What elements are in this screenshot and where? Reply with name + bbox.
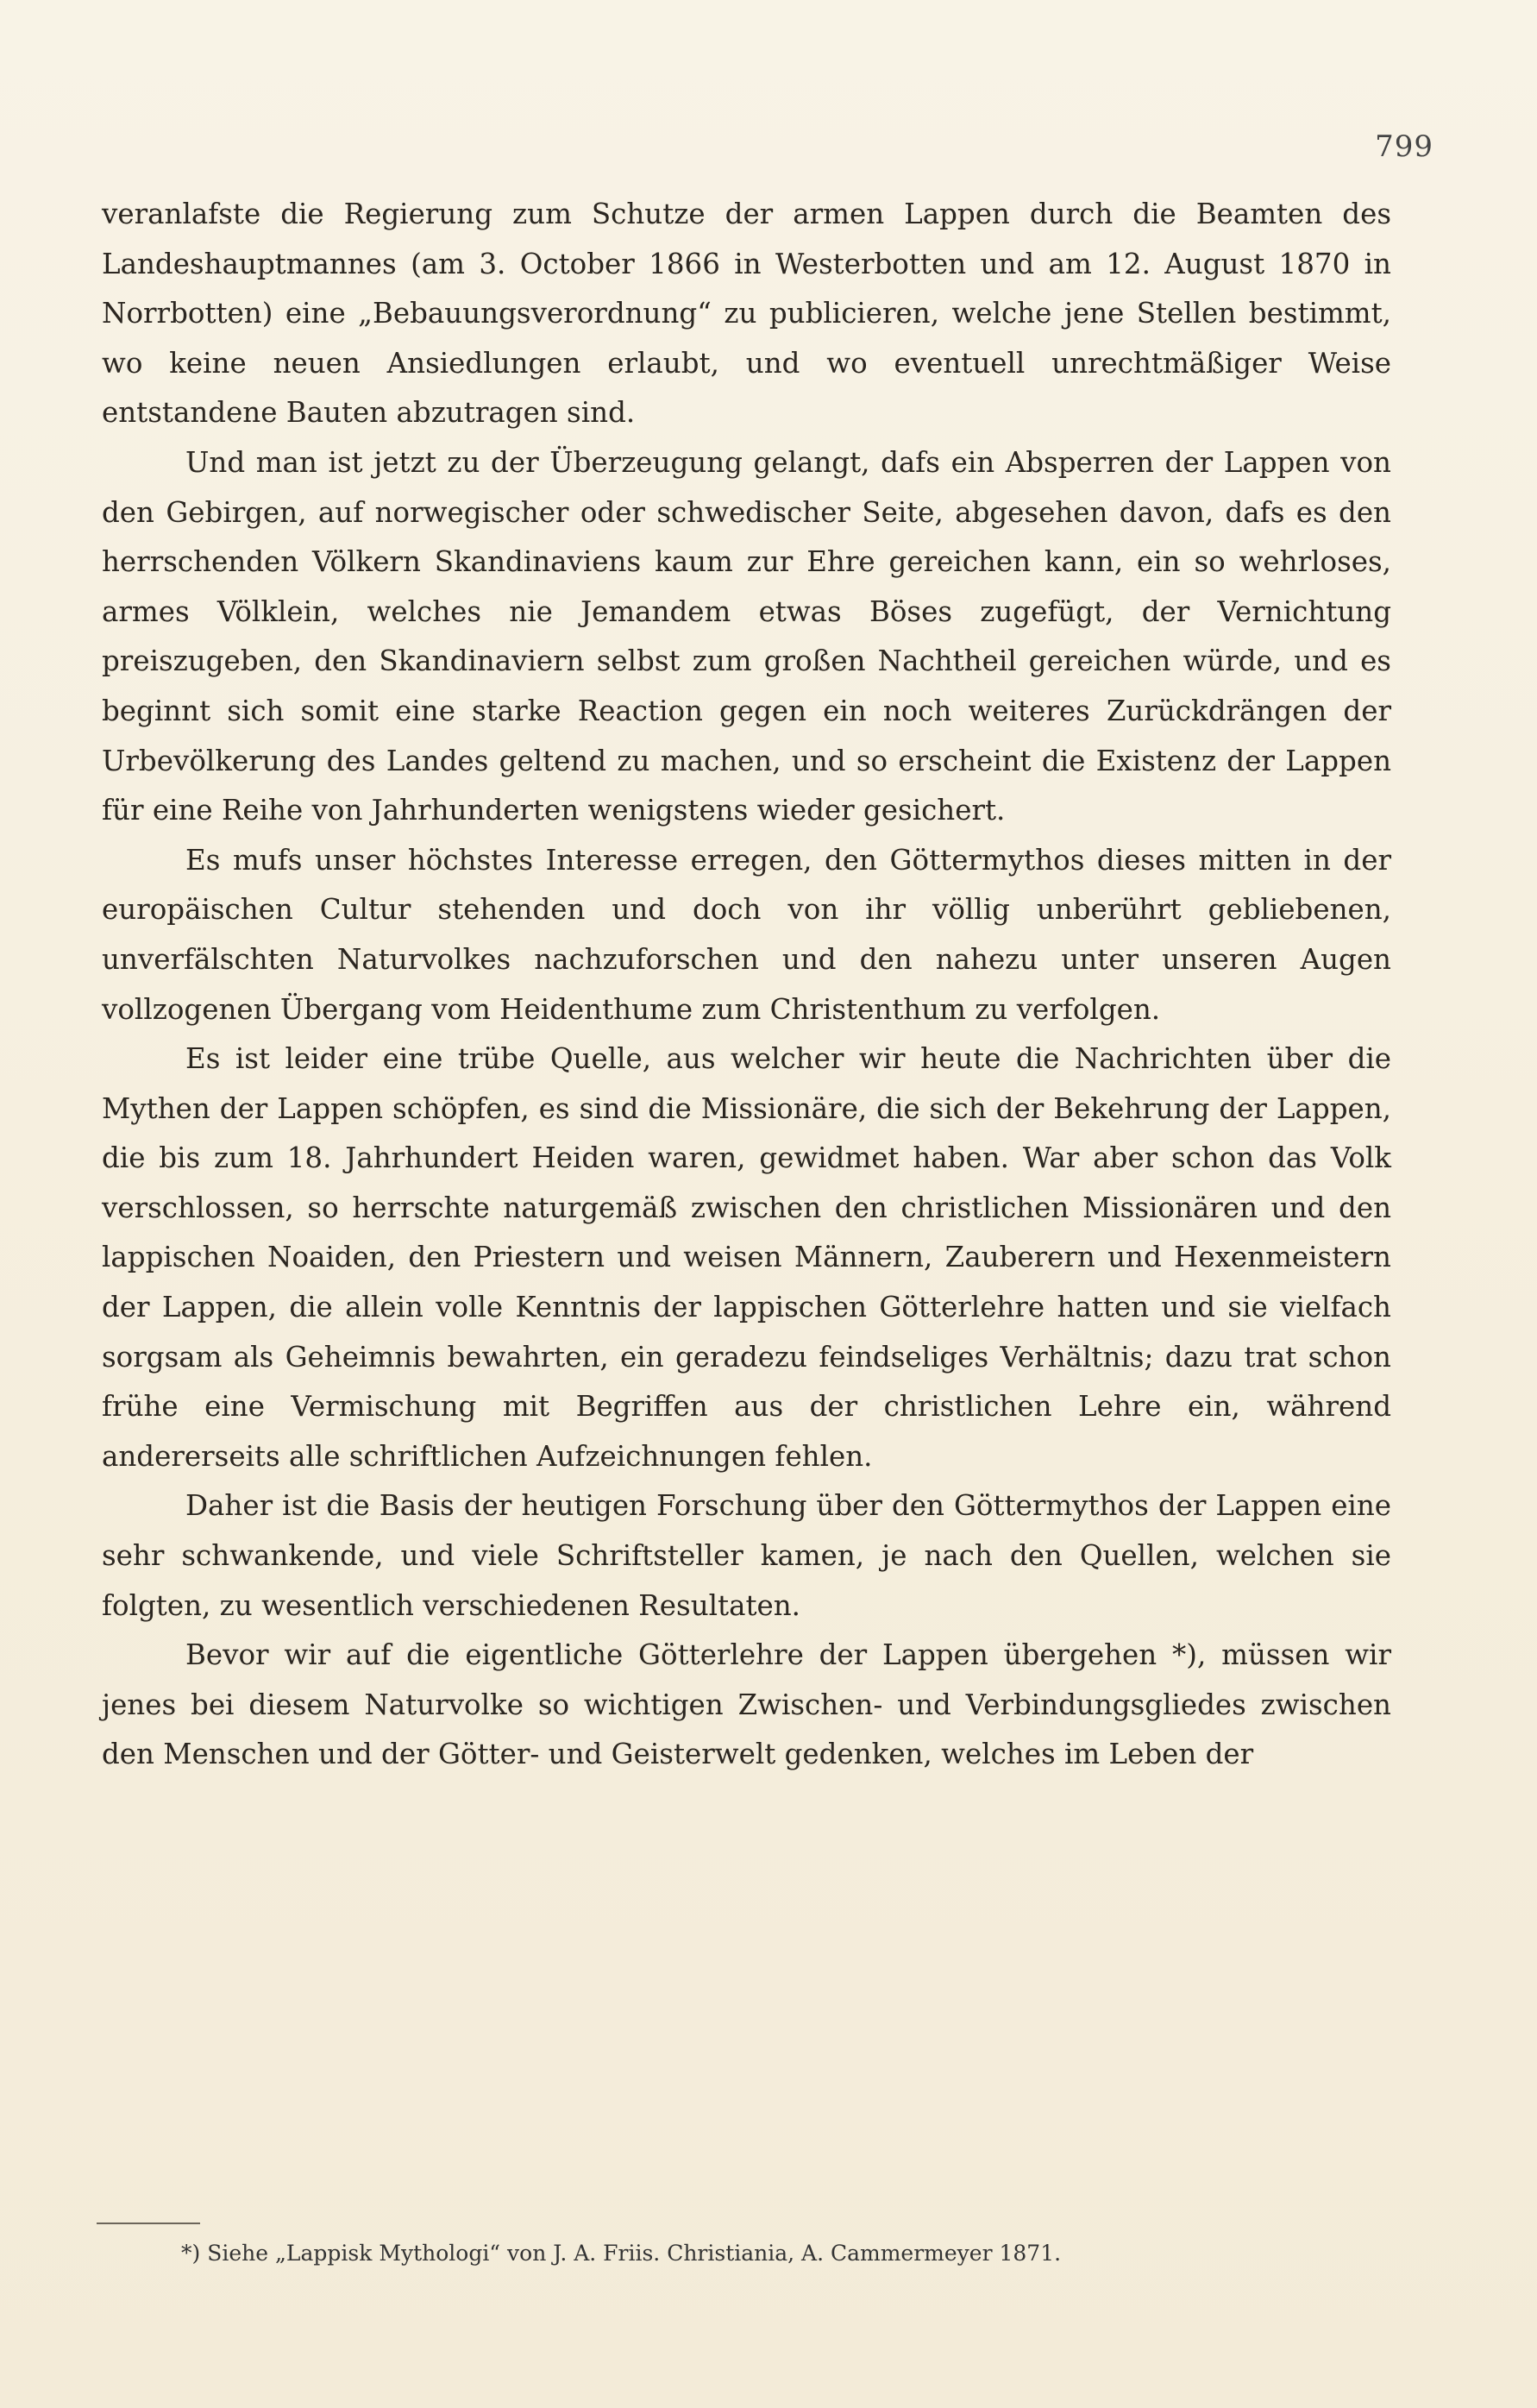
body-text [102,190,1391,1780]
paragraph-5: Daher ist die Basis der heutigen Forschung über den Göttermythos der Lappen eine sehr schwankende, und viele Schriftsteller kamen, je nach den Quellen, welchen sie folgten, zu wesentlich verschiedenen Resultaten. [102,1489,1391,1622]
paragraph-6: Bevor wir auf die eigentliche Götterlehre der Lappen übergehen *), müssen wir jenes bei diesem Naturvolke so wichtigen Zwischen- und Verbindungsgliedes zwischen den Menschen und der Götter- und Geisterwelt gedenken, welches im Leben der [102,1638,1391,1771]
paragraph-4: Es ist leider eine trübe Quelle, aus welcher wir heute die Nachrichten über die Mythen der Lappen schöpfen, es sind die Missionäre, die sich der Bekehrung der Lappen, die bis zum 18. Jahrhundert Heiden waren, gewidmet haben. War aber schon das Volk verschlossen, so herrschte naturgemäß zwischen den christlichen Missionären und den lappischen Noaiden, den Priestern und weisen Männern, Zauberern und Hexenmeistern der Lappen, die allein volle Kenntnis der lappischen Götterlehre hatten und sie vielfach sorgsam als Geheimnis bewahrten, ein geradezu feindseliges Verhältnis; dazu trat schon frühe eine Vermischung mit Begriffen aus der christlichen Lehre ein, während andererseits alle schriftlichen Aufzeichnungen fehlen. [102,1042,1391,1473]
paragraph-1: veranlafste die Regierung zum Schutze der armen Lappen durch die Beamten des Landeshauptmannes (am 3. October 1866 in Westerbotten und am 12. August 1870 in Norrbotten) eine „Bebauungsverordnung“ zu publicieren, welche jene Stellen bestimmt, wo keine neuen Ansiedlungen erlaubt, und wo eventuell unrechtmäßiger Weise entstandene Bauten abzutragen sind. [102,198,1391,430]
footnote-divider [97,2223,200,2224]
paragraph-3: Es mufs unser höchstes Interesse erregen, den Göttermythos dieses mitten in der europäischen Cultur stehenden und doch von ihr völlig unberührt gebliebenen, unverfälschten Naturvolkes nachzuforschen und den nahezu unter unseren Augen vollzogenen Übergang vom Heidenthume zum Christenthum zu verfolgen. [102,843,1391,1026]
page-number: 799 [1375,129,1433,164]
paragraph-2: Und man ist jetzt zu der Überzeugung gelangt, dafs ein Absperren der Lappen von den Gebirgen, auf norwegischer oder schwedischer Seite, abgesehen davon, dafs es den herrschenden Völkern Skandinaviens kaum zur Ehre gereichen kann, ein so wehrloses, armes Völklein, welches nie Jemandem etwas Böses zugefügt, der Vernichtung preiszugeben, den Skandinaviern selbst zum großen Nachtheil gereichen würde, und es beginnt sich somit eine starke Reaction gegen ein noch weiteres Zurückdrängen der Urbevölkerung des Landes geltend zu machen, und so erscheint die Existenz der Lappen für eine Reihe von Jahrhunderten wenigstens wieder gesichert. [102,445,1391,827]
footnote: *) Siehe „Lappisk Mythologi“ von J. A. Friis. Christiania, A. Cammermeyer 1871. [181,2241,1062,2266]
